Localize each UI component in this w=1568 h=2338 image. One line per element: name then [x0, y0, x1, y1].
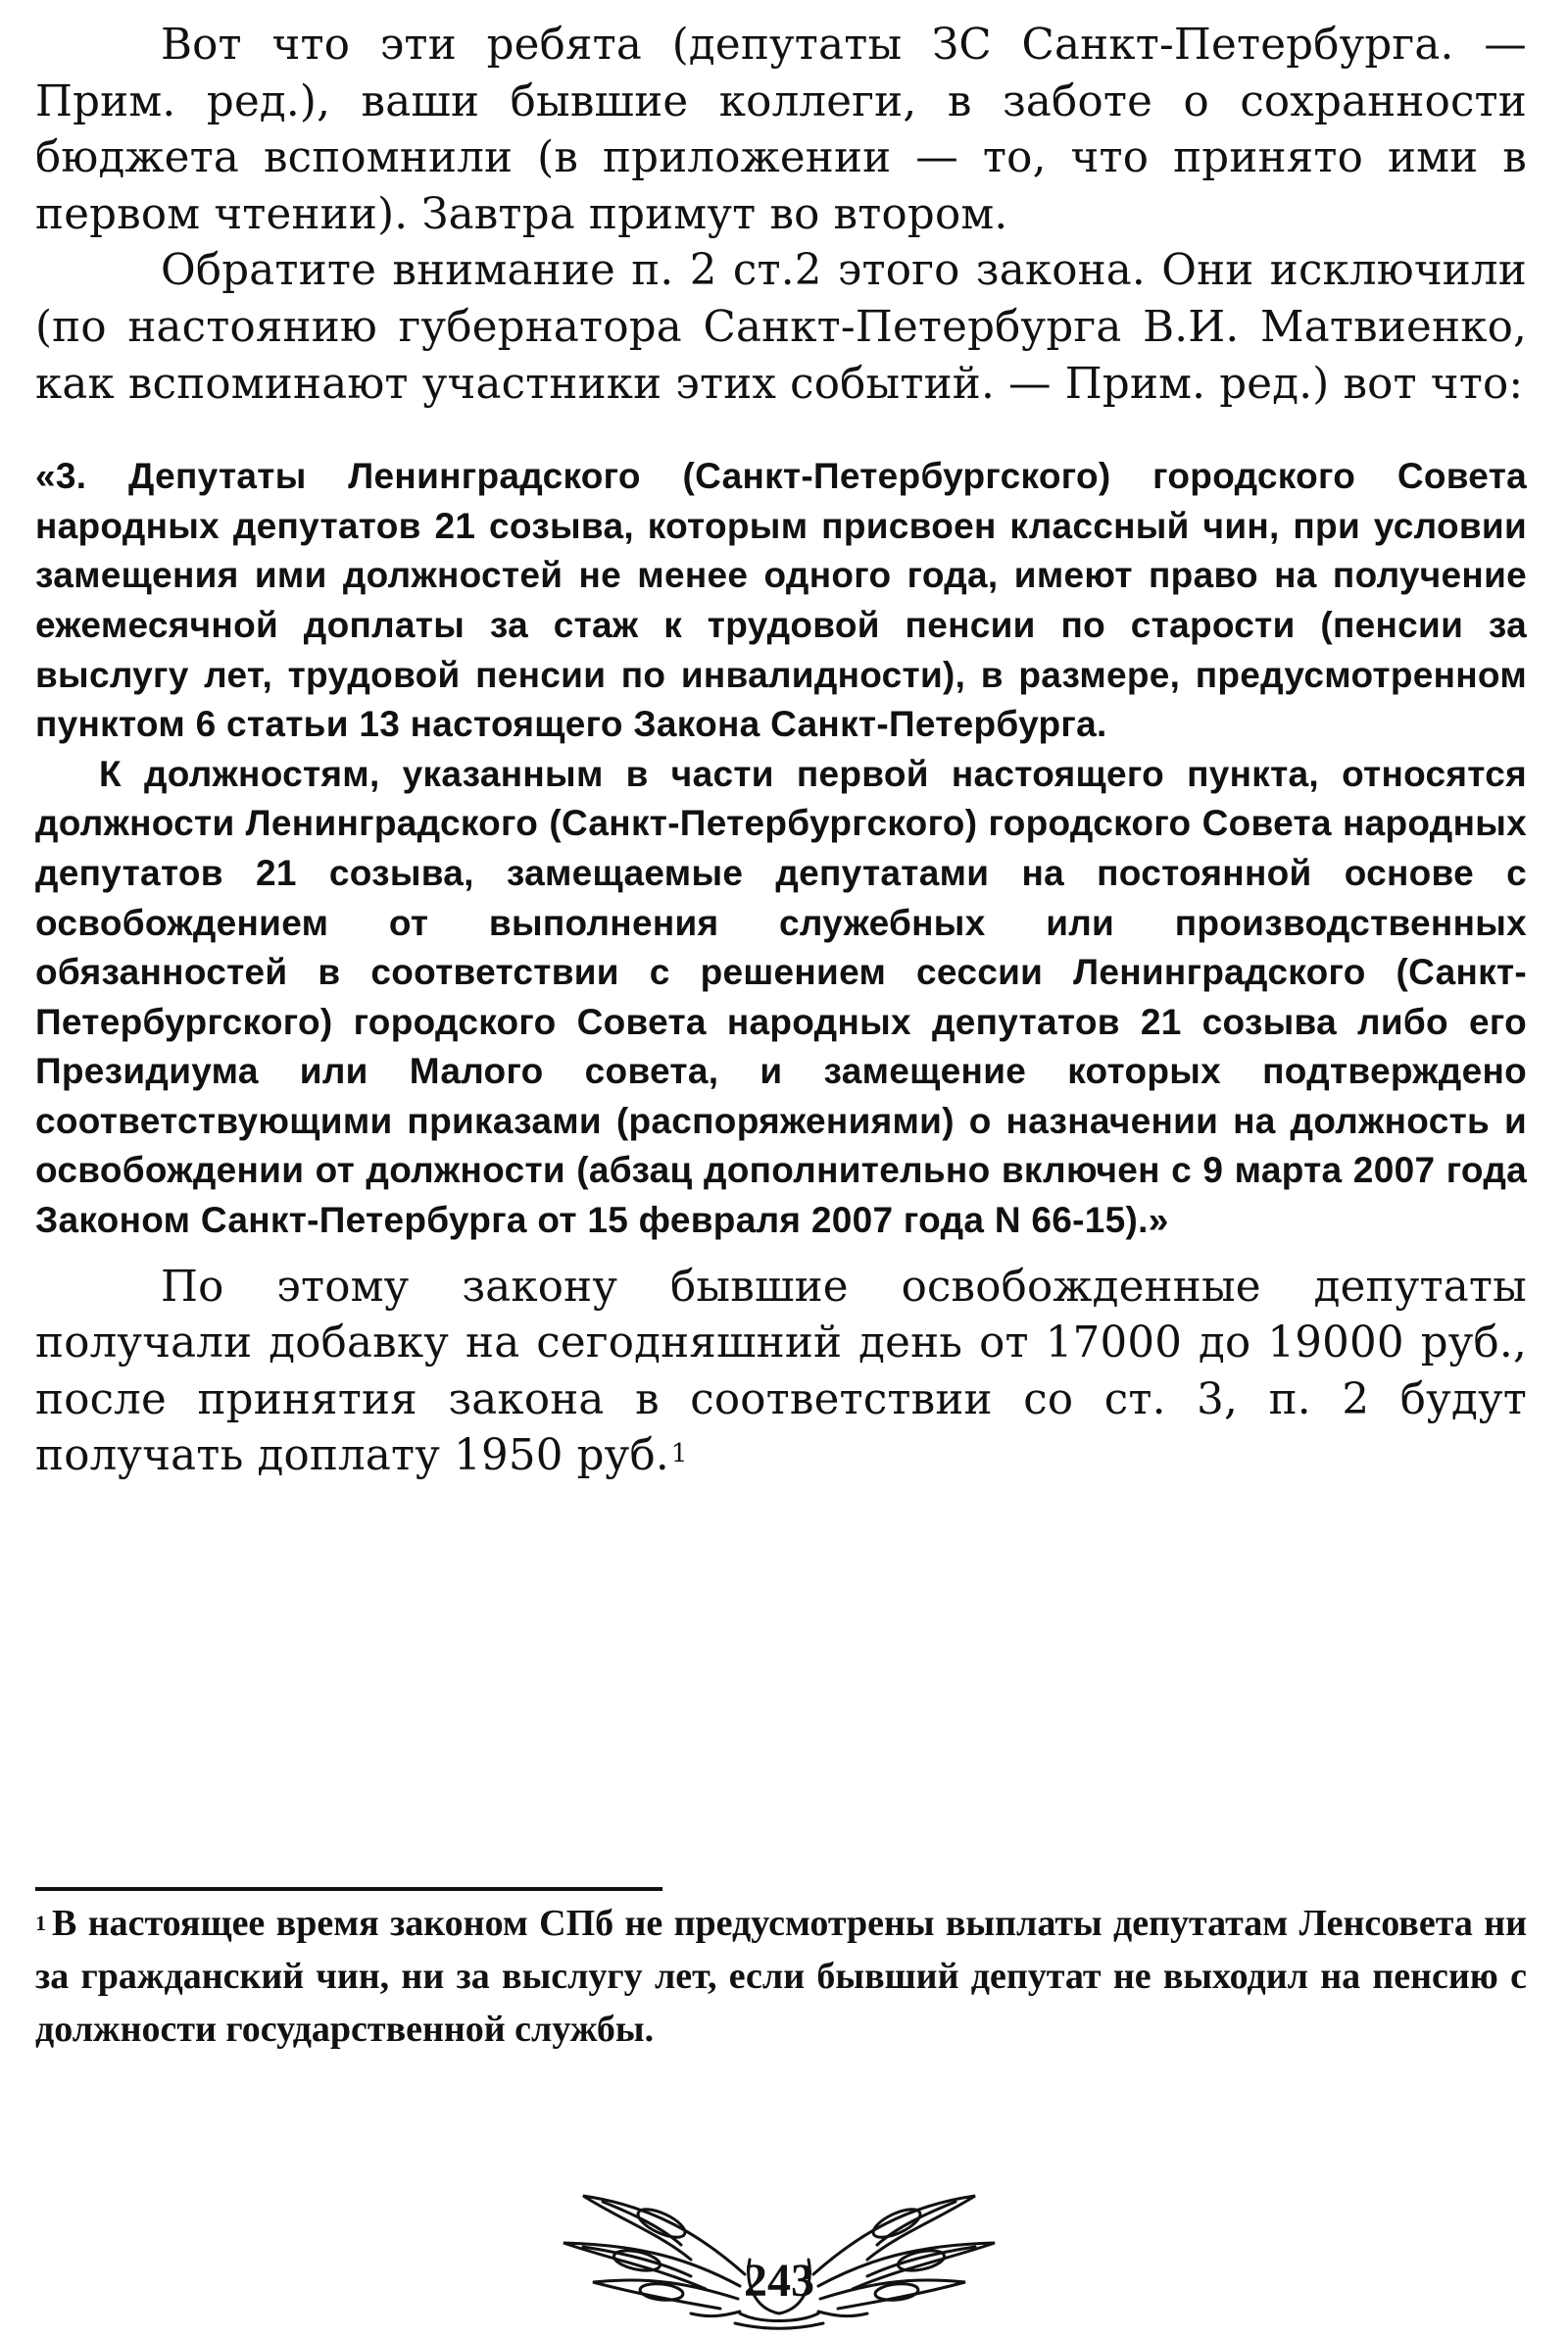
footnote	[35, 1897, 1527, 2056]
closing-section	[35, 1260, 1527, 1485]
closing-text: По этому закону бывшие освобожденные депутаты получали добавку на сегодняшний день от 17000 до 19000 руб., после принятия закона в соответствии со ст. 3, п. 2 будут получать доплату 1950 руб.	[35, 1262, 1527, 1481]
intro-paragraph-2: Обратите внимание п. 2 ст.2 этого закона. Они исключили (по настоянию губернатора Санкт-Петербурга В.И. Матвиенко, как вспоминают участники этих событий. — Прим. ред.) вот что:	[35, 246, 1527, 409]
law-quote	[35, 452, 1527, 1246]
closing-paragraph	[35, 1260, 1527, 1485]
footnote-text: В настоящее время законом СПб не предусмотрены выплаты депутатам Ленсовета ни за гражданский чин, ни за выслугу лет, если бывший депутат не выходил на пенсию с должности государственной службы.	[35, 1903, 1527, 2050]
footnote-marker: 1	[35, 1911, 46, 1935]
footnote-reference: 1	[670, 1439, 688, 1469]
winged-ornament-icon	[544, 2166, 1014, 2331]
page-body	[35, 18, 1527, 1485]
intro-paragraph-1: Вот что эти ребята (депутаты ЗС Санкт-Петербурга. — Прим. ред.), ваши бывшие коллеги, в заботе о сохранности бюджета вспомнили (в приложении — то, что принято ими в первом чтении). Завтра примут во втором.	[35, 21, 1527, 239]
intro-section	[35, 18, 1527, 413]
quote-paragraph-2: К должностям, указанным в части первой настоящего пункта, относятся должности Ленинградского (Санкт-Петербургского) городского Совета народных депутатов 21 созыва, замещаемые депутатами на постоянной основе с освобождением от выполнения служебных или производственных обязанностей в соответствии с решением сессии Ленинградского (Санкт-Петербургского) городского Совета народных депутатов 21 созыва либо его Президиума или Малого совета, и замещение которых подтверждено соответствующими приказами (распоряжениями) о назначении на должность и освобождении от должности (абзац дополнительно включен с 9 марта 2007 года Законом Санкт-Петербурга от 15 февраля 2007 года N 66-15).»	[35, 753, 1527, 1241]
footnote-divider	[35, 1887, 662, 1891]
page-number: 243	[744, 2255, 814, 2307]
quote-paragraph-1: «3. Депутаты Ленинградского (Санкт-Петербургского) городского Совета народных депутатов 21 созыва, которым присвоен классный чин, при условии замещения ими должностей не менее одного года, имеют право на получение ежемесячной доплаты за стаж к трудовой пенсии по старости (пенсии за выслугу лет, трудовой пенсии по инвалидности), в размере, предусмотренном пунктом 6 статьи 13 настоящего Закона Санкт-Петербурга.	[35, 456, 1527, 745]
